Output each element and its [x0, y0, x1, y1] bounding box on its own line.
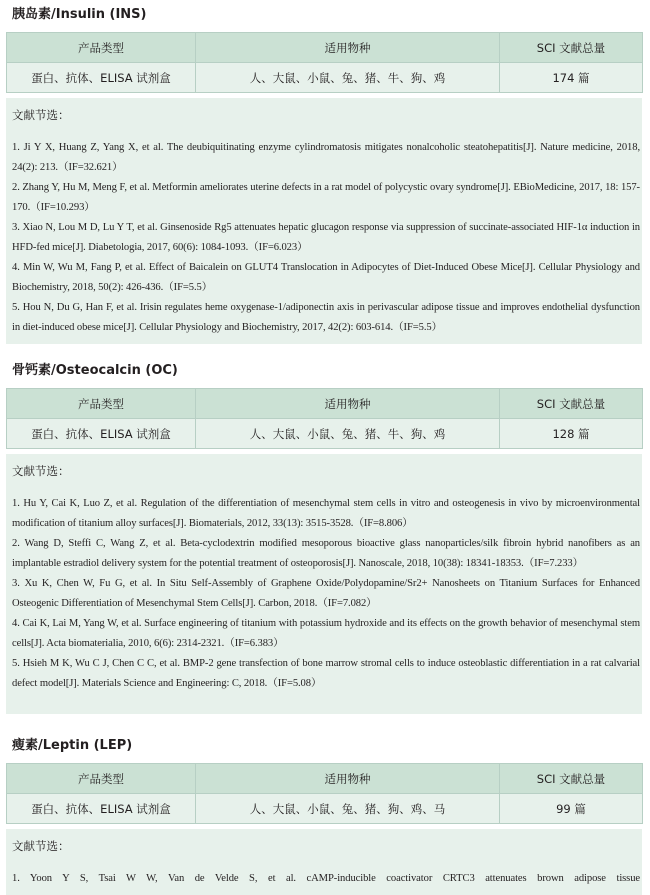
- species: 人、大鼠、小鼠、兔、猪、狗、鸡、马: [196, 794, 500, 824]
- reference-item: 4. Min W, Wu M, Fang P, et al. Effect of Baicalein on GLUT4 Translocation in Adipocytes of Diet-Induced Obese Mice[J]. Cellular Physiology and Biochemistry, 2018, 50(2): 426-436.（IF=5.5）: [12, 262, 640, 293]
- product-type: 蛋白、抗体、ELISA 试剂盒: [7, 63, 196, 93]
- reference-item: 3. Xu K, Chen W, Fu G, et al. In Situ Self-Assembly of Graphene Oxide/Polydopamine/Sr2+ Nanosheets on Titanium Surfaces for Enhanced Osteogenic Differentiation of Mesenchymal Stem Cells[J]. Carbon, 2018.（IF=7.082）: [12, 578, 640, 609]
- species: 人、大鼠、小鼠、兔、猪、牛、狗、鸡: [196, 63, 500, 93]
- header-product-type: 产品类型: [7, 33, 196, 63]
- reference-item: 1. Ji Y X, Huang Z, Yang X, et al. The deubiquitinating enzyme cylindromatosis mitigates nonalcoholic steatohepatitis[J]. Nature medicine, 2018, 24(2): 213.（IF=32.621）: [12, 142, 640, 173]
- product-type: 蛋白、抗体、ELISA 试剂盒: [7, 419, 196, 449]
- section-leptin: [0, 737, 650, 895]
- header-sci-total: SCI 文献总量: [500, 33, 643, 63]
- sci-total: 174 篇: [500, 63, 643, 93]
- product-table: [6, 388, 643, 449]
- product-table: [6, 32, 643, 93]
- reference-item: 3. Xiao N, Lou M D, Lu Y T, et al. Ginsenoside Rg5 attenuates hepatic glucagon response via suppression of succinate-associated HIF-1α induction in HFD-fed mice[J]. Diabetologia, 2017, 60(6): 1084-1093.（IF=6.023）: [12, 222, 640, 253]
- literature-box: [6, 98, 642, 344]
- reference-list: [12, 494, 640, 694]
- header-product-type: 产品类型: [7, 389, 196, 419]
- literature-box: [6, 829, 642, 895]
- header-sci-total: SCI 文献总量: [500, 389, 643, 419]
- reference-list: [12, 869, 640, 889]
- header-product-type: 产品类型: [7, 764, 196, 794]
- species: 人、大鼠、小鼠、兔、猪、牛、狗、鸡: [196, 419, 500, 449]
- section-osteocalcin: [0, 362, 650, 714]
- reference-item: 1. Yoon Y S, Tsai W W, Van de Velde S, et al. cAMP-inducible coactivator CRTC3 attenuates brown adipose tissue: [12, 873, 640, 884]
- header-species: 适用物种: [196, 764, 500, 794]
- reference-item: 2. Zhang Y, Hu M, Meng F, et al. Metformin ameliorates uterine defects in a rat model of polycystic ovary syndrome[J]. EBioMedicine, 2017, 18: 157-170.（IF=10.293）: [12, 182, 640, 213]
- header-sci-total: SCI 文献总量: [500, 764, 643, 794]
- literature-label: 文献节选：: [12, 108, 70, 122]
- section-title: 瘦素/Leptin (LEP): [12, 738, 133, 753]
- reference-item: 5. Hsieh M K, Wu C J, Chen C C, et al. BMP-2 gene transfection of bone marrow stromal cells to induce osteoblastic differentiation in a rat calvarial defect model[J]. Materials Science and Engineering: C, 2018.（IF=5.08）: [12, 658, 640, 689]
- section-title: 胰岛素/Insulin (INS): [12, 7, 147, 22]
- literature-label: 文献节选：: [12, 464, 70, 478]
- reference-item: 4. Cai K, Lai M, Yang W, et al. Surface engineering of titanium with potassium hydroxide and its effects on the growth behavior of mesenchymal stem cells[J]. Acta biomaterialia, 2010, 6(6): 2314-2321.（IF=6.383）: [12, 618, 640, 649]
- product-table: [6, 763, 643, 824]
- literature-box: [6, 454, 642, 714]
- header-species: 适用物种: [196, 33, 500, 63]
- literature-label: 文献节选：: [12, 839, 70, 853]
- header-species: 适用物种: [196, 389, 500, 419]
- reference-item: 1. Hu Y, Cai K, Luo Z, et al. Regulation of the differentiation of mesenchymal stem cells in vitro and osteogenesis in vivo by microenvironmental modification of titanium alloy surfaces[J]. Biomaterials, 2012, 33(13): 3515-3528.（IF=8.806）: [12, 498, 640, 529]
- sci-total: 99 篇: [500, 794, 643, 824]
- reference-item: 2. Wang D, Steffi C, Wang Z, et al. Beta-cyclodextrin modified mesoporous bioactive glass nanoparticles/silk fibroin hybrid nanofibers as an implantable estradiol delivery system for the potential treatment of osteoporosis[J]. Nanoscale, 2018, 10(38): 18341-18353.（IF=7.233）: [12, 538, 640, 569]
- sci-total: 128 篇: [500, 419, 643, 449]
- section-insulin: [0, 6, 650, 344]
- section-title: 骨钙素/Osteocalcin (OC): [12, 363, 178, 378]
- reference-list: [12, 138, 640, 338]
- reference-item: 5. Hou N, Du G, Han F, et al. Irisin regulates heme oxygenase-1/adiponectin axis in perivascular adipose tissue and improves endothelial dysfunction in diet-induced obese mice[J]. Cellular Physiology and Biochemistry, 2017, 42(2): 603-614.（IF=5.5）: [12, 302, 640, 333]
- product-type: 蛋白、抗体、ELISA 试剂盒: [7, 794, 196, 824]
